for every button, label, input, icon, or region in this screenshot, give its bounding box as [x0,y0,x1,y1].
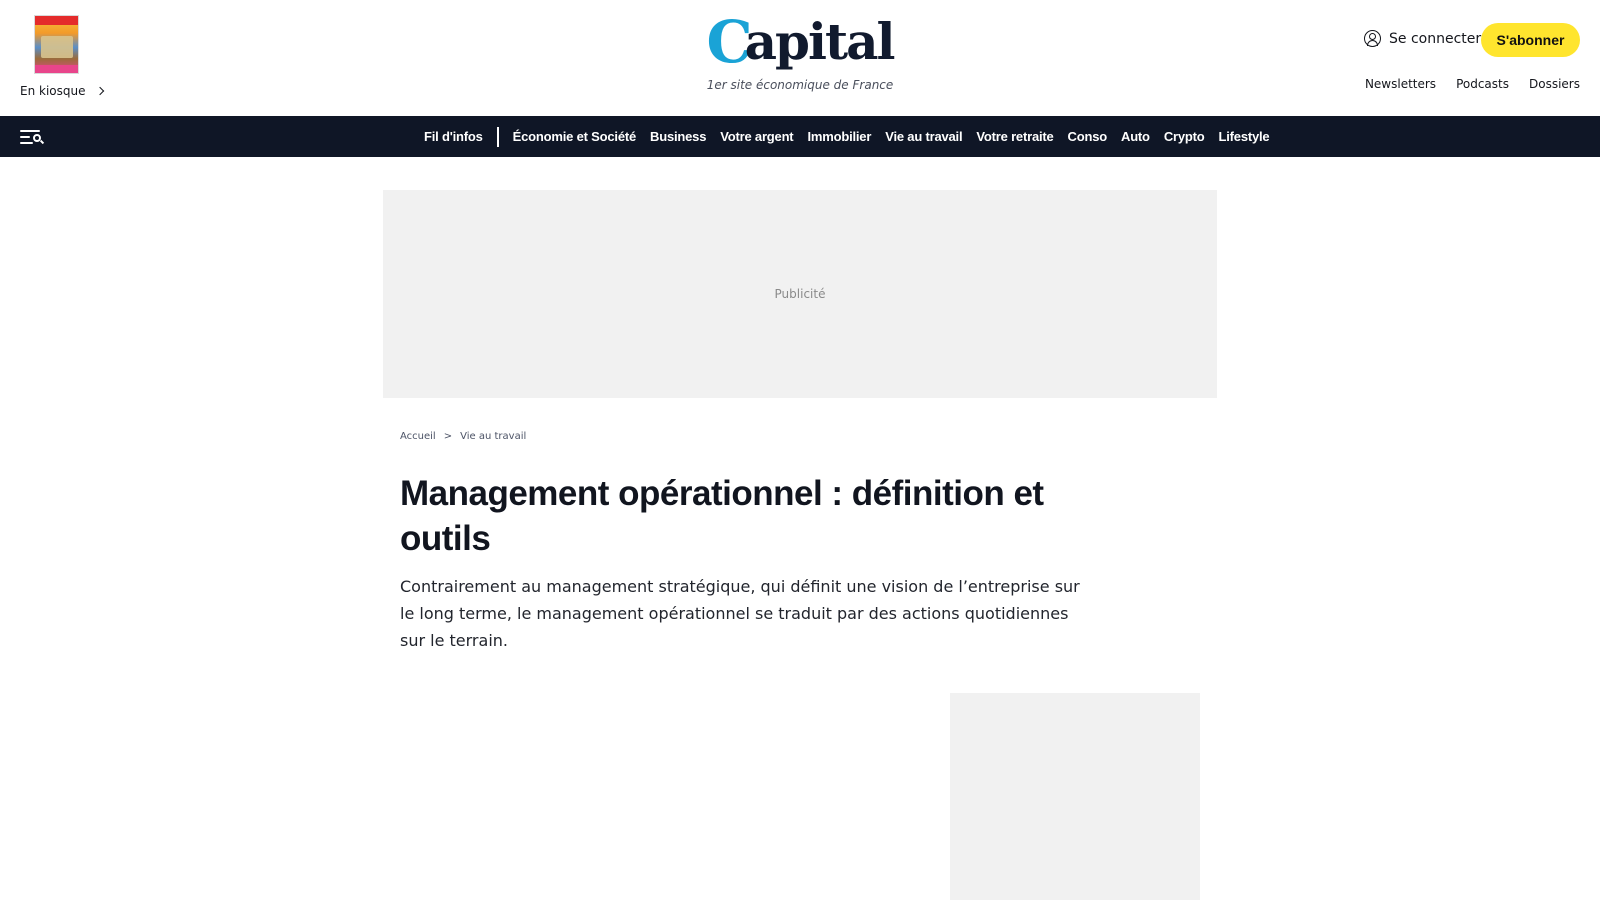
menu-search-icon[interactable] [20,128,44,146]
site-tagline: 1er site économique de France [706,78,894,92]
nav-item-vie-au-travail[interactable]: Vie au travail [885,129,963,144]
magazine-cover-image[interactable] [34,15,79,74]
kiosk-link[interactable] [20,84,103,98]
secondary-links [1365,77,1580,91]
nav-item-lifestyle[interactable]: Lifestyle [1218,129,1270,144]
ad-label: Publicité [774,287,826,301]
nav-items [424,116,1283,157]
breadcrumb-separator: > [443,431,453,442]
newsletters-link[interactable]: Newsletters [1364,77,1437,91]
logo-rest: apital [744,12,894,71]
breadcrumb [400,431,526,442]
chevron-right-icon [96,87,104,95]
login-label: Se connecter [1389,30,1482,47]
side-ad-placeholder[interactable] [950,693,1200,900]
nav-item-business[interactable]: Business [650,129,707,144]
nav-item-conso[interactable]: Conso [1067,129,1107,144]
nav-item-votre-retraite[interactable]: Votre retraite [976,129,1054,144]
ad-banner[interactable] [383,190,1217,398]
logo-first-letter: C [706,8,751,76]
podcasts-link[interactable]: Podcasts [1456,77,1509,91]
login-link[interactable] [1364,30,1481,47]
dossiers-link[interactable]: Dossiers [1529,77,1580,91]
nav-item-immobilier[interactable]: Immobilier [807,129,872,144]
article-lede: Contrairement au management stratégique, qui définit une vision de l’entreprise sur le long terme, le management opérationnel se traduit par des actions quotidiennes sur le terrain. [400,577,1080,650]
subscribe-button[interactable]: S'abonner [1481,23,1580,57]
kiosk-label: En kiosque [20,84,86,98]
article-title: Management opérationnel : définition et outils [400,474,1044,558]
logo-block [690,8,910,92]
user-icon [1364,30,1381,47]
nav-divider [497,127,499,147]
breadcrumb-section[interactable]: Vie au travail [460,431,527,442]
nav-item-fil-infos[interactable]: Fil d'infos [424,129,483,144]
main-nav [0,116,1600,157]
nav-item-votre-argent[interactable]: Votre argent [720,129,794,144]
breadcrumb-home[interactable]: Accueil [400,431,436,442]
nav-item-crypto[interactable]: Crypto [1163,129,1205,144]
nav-item-auto[interactable]: Auto [1121,129,1150,144]
nav-item-economie[interactable]: Économie et Société [512,129,637,144]
capital-logo[interactable] [706,8,894,76]
top-header [0,0,1600,116]
